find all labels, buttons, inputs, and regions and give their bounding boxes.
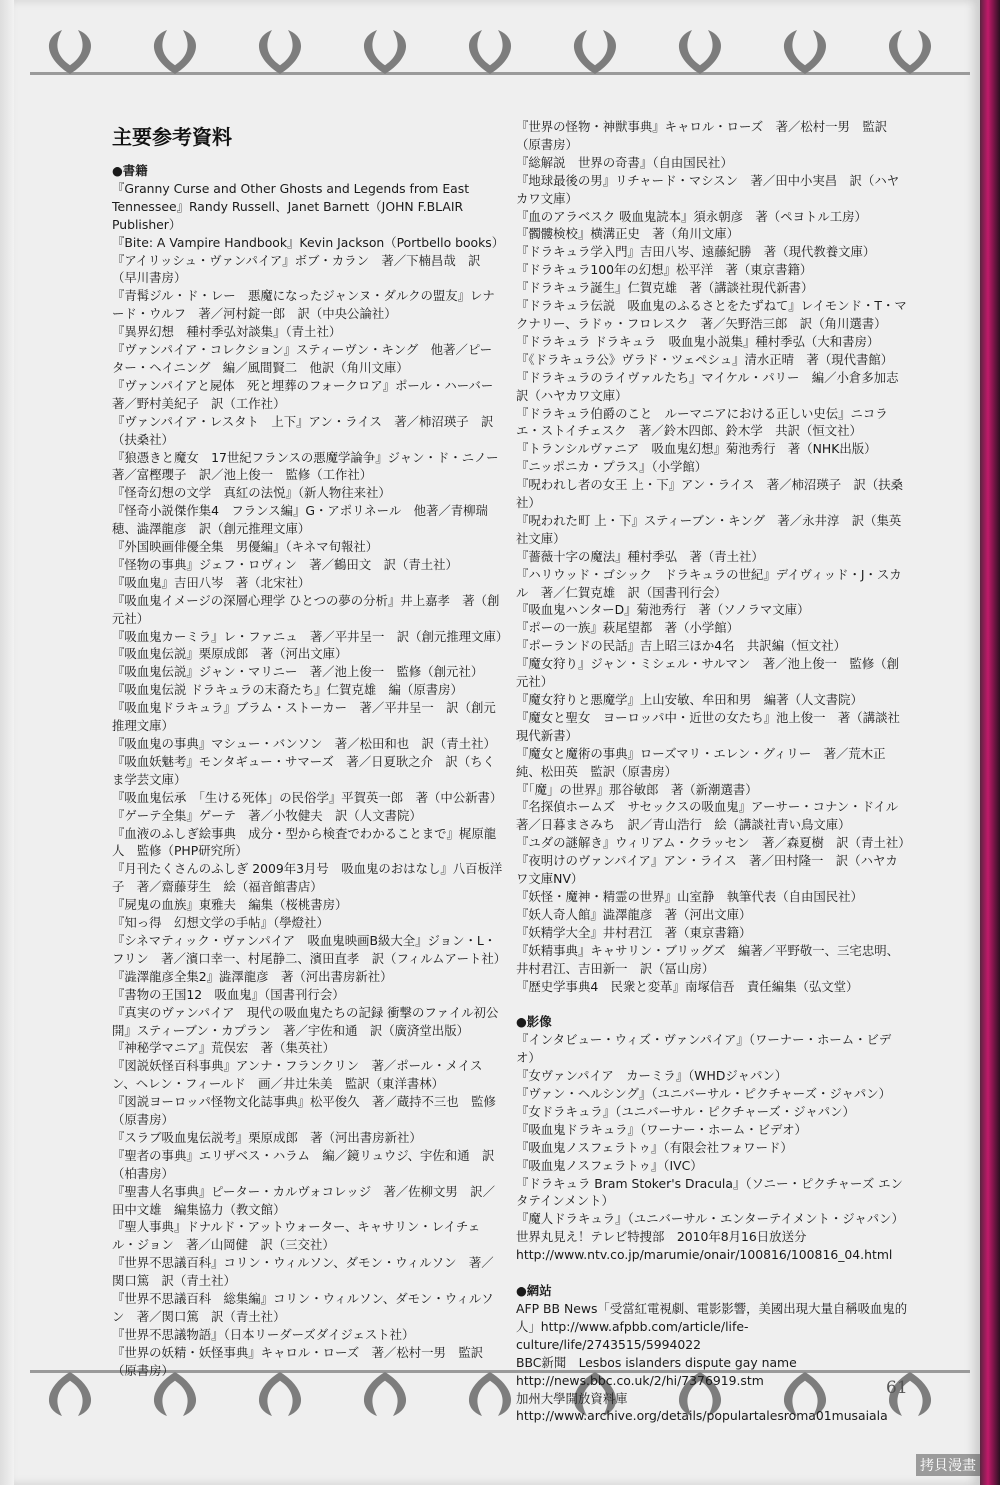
ornament-dot	[486, 1392, 494, 1400]
reference-entry: 『妖人奇人館』澁澤龍彦 著（河出文庫）	[516, 906, 752, 922]
reference-entry: 『世界不思議百科』コリン・ウィルソン、ダモン・ウィルソン 著／関口篤 訳（青土社）	[112, 1255, 494, 1289]
section-heading: ●影像	[516, 1014, 552, 1030]
reference-entry: 『血液のふしぎ絵事典 成分・型から検査でわかることまで』梶原龍人 監修（PHP研究所）	[112, 825, 497, 859]
reference-entry: 『Granny Curse and Other Ghosts and Legends from East Tennessee』Randy Russell、Janet Barnett（JOHN F.BLAIR Publisher）	[112, 180, 470, 232]
reference-entry: 『アイリッシュ・ヴァンパイア』ボブ・カラン 著／下楠昌哉 訳（早川書房）	[112, 252, 481, 286]
reference-entry: 『血のアラベスク 吸血鬼読本』須永朝彦 著（ペヨトル工房）	[516, 208, 867, 224]
reference-entry: 『世界の妖精・妖怪事典』キャロル・ローズ 著／松村一男 監訳（原書房）	[112, 1344, 484, 1378]
reference-entry: 『女ドラキュラ』（ユニバーサル・ピクチャーズ・ジャパン）	[516, 1103, 855, 1119]
reference-entry: 『知っ得 幻想文学の手帖』（學燈社）	[112, 915, 329, 931]
reference-entry: 『怪奇幻想の文学 真紅の法悦』（新人物往来社）	[112, 485, 391, 501]
reference-entry: 『吸血鬼ノスフェラトゥ』（IVC）	[516, 1157, 703, 1173]
reference-entry: 『Bite: A Vampire Handbook』Kevin Jackson（Portbello books）	[112, 234, 505, 250]
section-heading: ●網站	[516, 1283, 552, 1299]
ornament-dot	[171, 1392, 179, 1400]
reference-entry: 『名探偵ホームズ サセックスの吸血鬼』アーサー・コナン・ドイル 著／日暮まさみち 訳／青山浩行 絵（講談社青い鳥文庫）	[516, 799, 911, 833]
section-spacer	[516, 995, 908, 1013]
reference-entry: 『吸血鬼伝説 ドラキュラの末裔たち』仁賀克雄 編（原書房）	[112, 682, 463, 698]
reference-entry: 『吸血鬼ドラキュラ』ブラム・ストーカー 著／平井呈一 訳（創元推理文庫）	[112, 700, 496, 734]
reference-entry: 『魔女と魔術の事典』ローズマリ・エレン・グィリー 著／荒木正純、松田英 監訳（原書房）	[516, 745, 886, 779]
reference-entry: 『屍鬼の血族』東雅夫 編集（桜桃書房）	[112, 897, 348, 913]
reference-entry: 『ヴァンパイア・コレクション』スティーヴン・キング 他著／ピーター・ヘイニング 編／風間賢二 他訳（角川文庫）	[112, 342, 493, 375]
reference-entry: 『狼憑きと魔女 17世紀フランスの悪魔学論争』ジャン・ド・ニノー 著／富樫瓔子 訳／池上俊一 監修（工作社）	[112, 449, 511, 483]
page-left-edge	[0, 0, 14, 1485]
reference-entry: 『ポーの一族』萩尾望都 著（小学館）	[516, 620, 740, 636]
right-column	[516, 118, 911, 1425]
reference-entry: 『髑髏検校』横溝正史 著（角川文庫）	[516, 226, 740, 242]
reference-entry: 『ドラキュラのライヴァルたち』マイケル・パリー 編／小倉多加志 訳（ハヤカワ文庫）	[516, 369, 911, 403]
page-number: 61	[886, 1378, 908, 1398]
ornament-dot	[66, 46, 74, 54]
reference-entry: 『吸血妖魅考』モンタギュー・サマーズ 著／日夏耿之介 訳（ちくま学芸文庫）	[112, 753, 495, 787]
reference-entry: 『トランシルヴァニア 吸血鬼幻想』菊池秀行 著（NHK出版）	[516, 441, 877, 457]
reference-entry: 『地球最後の男』リチャード・マシスン 著／田中小実昌 訳（ハヤカワ文庫）	[516, 172, 900, 206]
ornament-dot	[591, 46, 599, 54]
ornament-dot	[276, 46, 284, 54]
reference-entry: 『真実のヴァンパイア 現代の吸血鬼たちの記録 衝撃のファイル初公開』スティーブン・カプラン 著／宇佐和通 訳（廣済堂出版）	[112, 1004, 499, 1038]
reference-entry: 加州大學開放資料庫 http://www.archive.org/details/populartalesroma01musaiala	[516, 1390, 888, 1424]
reference-entry: 『異界幻想 種村季弘対談集』（青土社）	[112, 324, 342, 340]
reference-entry: 『吸血鬼』吉田八岑 著（北宋社）	[112, 574, 311, 590]
reference-entry: 『ドラキュラ伝説 吸血鬼のふるさとをたずねて』レイモンド・T・マクナリー、ラドゥ・フロレスク 著／矢野浩三郎 訳（角川選書）	[516, 298, 907, 331]
reference-entry: 『「魔」の世界』那谷敏郎 著（新潮選書）	[516, 781, 758, 797]
reference-entry: 『吸血鬼イメージの深層心理学 ひとつの夢の分析』井上嘉孝 著（創元社）	[112, 592, 500, 626]
reference-entry: 『青髯ジル・ド・レー 悪魔になったジャンヌ・ダルクの盟友』レナード・ウルフ 著／河村錠一郎 訳（中央公論社）	[112, 288, 495, 322]
reference-entry: 『魔女狩りと悪魔学』上山安敏、牟田和男 編著（人文書院）	[516, 692, 863, 707]
ornament-dot	[381, 46, 389, 54]
reference-entry: 『外国映画俳優全集 男優編』（キネマ旬報社）	[112, 539, 379, 555]
reference-entry: 『吸血鬼カーミラ』レ・ファニュ 著／平井呈一 訳（創元推理文庫）	[112, 628, 509, 644]
reference-entry: 『図説妖怪百科事典』アンナ・フランクリン 著／ポール・メイスン、ヘレン・フィールド 画／井辻朱美 監訳（東洋書林）	[112, 1058, 483, 1092]
reference-entry: 『ニッポニカ・プラス』（小学館）	[516, 459, 708, 475]
reference-entry: 『妖精学大全』井村君江 著（東京書籍）	[516, 924, 752, 940]
reference-entry: 『ドラキュラ伯爵のこと ルーマニアにおける正しい史伝』ニコラエ・ストイチェスク 著／鈴木四郎、鈴木学 共訳（恒文社）	[516, 405, 888, 439]
reference-entry: 『吸血鬼の事典』マシュー・バンソン 著／松田和也 訳（青土社）	[112, 736, 496, 751]
reference-entry: 『怪奇小説傑作集4 フランス編』G・アポリネール 他著／青柳瑞穂、澁澤龍彦 訳（創元推理文庫）	[112, 503, 488, 537]
section-spacer	[516, 1264, 908, 1282]
ornament-dot	[381, 1392, 389, 1400]
reference-entry: 『《ドラキュラ公》ヴラド・ツェペシュ』清水正晴 著（現代書館）	[516, 351, 894, 367]
reference-entry: AFP BB News「受當紅電視劇、電影影響，美國出現大量自稱吸血鬼的人」http://www.afpbb.com/article/life-culture/life/2743515/5994022	[516, 1301, 908, 1352]
reference-entry: 『ドラキュラ Bram Stoker's Dracula』（ソニー・ピクチャーズ エンタテインメント）	[516, 1175, 903, 1209]
ornament-dot	[906, 46, 914, 54]
magenta-book-edge	[980, 0, 1000, 1485]
reference-entry: 『呪われし者の女王 上・下』アン・ライス 著／柿沼瑛子 訳（扶桑社）	[516, 477, 904, 511]
reference-entry: 『神秘学マニア』荒俣宏 著（集英社）	[112, 1040, 336, 1056]
reference-entry: 世界丸見え！テレビ特捜部 2010年8月16日放送分 http://www.ntv.co.jp/marumie/onair/100816/100816_04.html	[516, 1229, 893, 1263]
reference-entry: 『夜明けのヴァンパイア』アン・ライス 著／田村隆一 訳（ハヤカワ文庫NV）	[516, 853, 898, 887]
reference-entry: 『吸血鬼伝説』栗原成郎 著（河出文庫）	[112, 646, 348, 662]
reference-entry: 『妖精事典』キャサリン・ブリッグズ 編著／平野敬一、三宅忠明、井村君江、吉田新一 訳（冨山房）	[516, 942, 899, 976]
ornament-dot	[66, 1392, 74, 1400]
reference-entry: 『ヴァン・ヘルシング』（ユニバーサル・ピクチャーズ・ジャパン）	[516, 1086, 892, 1102]
reference-entry: 『インタビュー・ウィズ・ヴァンパイア』（ワーナー・ホーム・ビデオ）	[516, 1032, 892, 1066]
reference-entry: 『妖怪・魔神・精霊の世界』山室静 執筆代表（自由国民社）	[516, 888, 863, 904]
reference-entry: 『世界不思議百科 総集編』コリン・ウィルソン、ダモン・ウィルソン 著／関口篤 訳（青土社）	[112, 1291, 494, 1324]
ornament-dot	[171, 46, 179, 54]
reference-entry: 『聖人事典』ドナルド・アットウォーター、キャサリン・レイチェル・ジョン 著／山岡健 訳（三交社）	[112, 1219, 481, 1253]
reference-entry: 『聖書人名事典』ピーター・カルヴォコレッジ 著／佐柳文男 訳／田中文雄 編集協力（教文館）	[112, 1183, 495, 1217]
reference-entry: 『吸血鬼ハンターD』菊池秀行 著（ソノラマ文庫）	[516, 602, 810, 618]
reference-entry: 『吸血鬼伝説』ジャン・マリニー 著／池上俊一 監修（創元社）	[112, 664, 484, 680]
reference-entry: BBC新聞 Lesbos islanders dispute gay name http://news.bbc.co.uk/2/hi/7376919.stm	[516, 1354, 810, 1388]
reference-entry: 『ドラキュラ100年の幻想』松平洋 著（東京書籍）	[516, 262, 813, 278]
top-ornamental-border	[30, 14, 970, 94]
reference-entry: 『魔女狩り』ジャン・ミシェル・サルマン 著／池上俊一 監修（創元社）	[516, 656, 899, 690]
reference-entry: 『歴史学事典4 民衆と変革』南塚信吾 責任編集（弘文堂）	[516, 978, 859, 994]
page-title: 主要参考資料	[112, 125, 232, 149]
reference-entry: 『ポーランドの民話』吉上昭三ほか4名 共訳編（恒文社）	[516, 638, 847, 654]
reference-entry: 『魔女と聖女 ヨーロッパ中・近世の女たち』池上俊一 著（講談社現代新書）	[516, 709, 900, 743]
ornament-dot	[696, 46, 704, 54]
ornament-dot	[801, 46, 809, 54]
reference-entry: 『世界の怪物・神獣事典』キャロル・ローズ 著／松村一男 監訳（原書房）	[516, 119, 888, 152]
reference-entry: 『澁澤龍彦全集2』澁澤龍彦 著（河出書房新社）	[112, 968, 393, 984]
reference-entry: 『薔薇十字の魔法』種村季弘 著（青土社）	[516, 548, 764, 564]
reference-entry: 『吸血鬼伝承 「生ける死体」の民俗学』平賀英一郎 著（中公新書）	[112, 789, 503, 805]
reference-entry: 『スラブ吸血鬼伝説考』栗原成郎 著（河出書房新社）	[112, 1129, 422, 1145]
ornament-dot	[486, 46, 494, 54]
left-column	[112, 118, 511, 1380]
reference-entry: 『シネマティック・ヴァンパイア 吸血鬼映画B級大全』ジョン・L・フリン 著／濱口幸一、村尾静二、濱田直孝 訳（フィルムアート社）	[112, 932, 507, 966]
reference-list	[112, 118, 912, 1424]
reference-entry: 『呪われた町 上・下』スティーブン・キング 著／永井淳 訳（集英社文庫）	[516, 512, 902, 546]
watermark-label: 拷貝漫畫	[916, 1454, 980, 1476]
reference-entry: 『吸血鬼ノスフェラトゥ』（有限会社フォワード）	[516, 1139, 793, 1155]
reference-entry: 『ユダの謎解き』ウィリアム・クラッセン 著／森夏樹 訳（青土社）	[516, 835, 911, 851]
reference-entry: 『月刊たくさんのふしぎ 2009年3月号 吸血鬼のおはなし』八百板洋子 著／齋藤芽生 絵（福音館書店）	[112, 861, 503, 895]
reference-entry: 『ドラキュラ学入門』吉田八岑、遠藤紀勝 著（現代教養文庫）	[516, 244, 876, 260]
reference-entry: 『ドラキュラ ドラキュラ 吸血鬼小説集』種村季弘（大和書房）	[516, 333, 880, 349]
reference-entry: 『ヴァンパイアと屍体 死と埋葬のフォークロア』ポール・ハーバー 著／野村美紀子 訳（工作社）	[112, 377, 506, 411]
reference-entry: 『聖者の事典』エリザベス・ハラム 編／鏡リュウジ、宇佐和通 訳（柏書房）	[112, 1147, 495, 1181]
reference-entry: 『世界不思議物語』（日本リーダーズダイジェスト社）	[112, 1326, 415, 1342]
reference-entry: 『吸血鬼ドラキュラ』（ワーナー・ホーム・ビデオ）	[516, 1121, 807, 1137]
reference-entry: 『ヴァンパイア・レスタト 上下』アン・ライス 著／柿沼瑛子 訳（扶桑社）	[112, 413, 494, 447]
reference-entry: 『怪物の事典』ジェフ・ロヴィン 著／鶴田文 訳（青土社）	[112, 556, 458, 572]
reference-entry: 『ドラキュラ誕生』仁賀克雄 著（講談社現代新書）	[516, 280, 814, 296]
reference-entry: 『総解説 世界の奇書』（自由国民社）	[516, 154, 733, 170]
reference-entry: 『図説ヨーロッパ怪物文化誌事典』松平俊久 著／蔵持不三也 監修（原書房）	[112, 1094, 496, 1128]
ornament-dot	[276, 1392, 284, 1400]
reference-entry: 『書物の王国12 吸血鬼』（国書刊行会）	[112, 986, 345, 1002]
section-heading: ●書籍	[112, 163, 148, 178]
reference-entry: 『ハリウッド・ゴシック ドラキュラの世紀』デイヴィッド・J・スカル 著／仁賀克雄 訳（国書刊行会）	[516, 566, 902, 600]
reference-entry: 『女ヴァンパイア カーミラ』（WHDジャパン）	[516, 1068, 788, 1084]
reference-entry: 『ゲーテ全集』ゲーテ 著／小牧健夫 訳（人文書院）	[112, 807, 422, 823]
reference-entry: 『魔人ドラキュラ』（ユニバーサル・エンターテイメント・ジャパン）	[516, 1211, 904, 1227]
